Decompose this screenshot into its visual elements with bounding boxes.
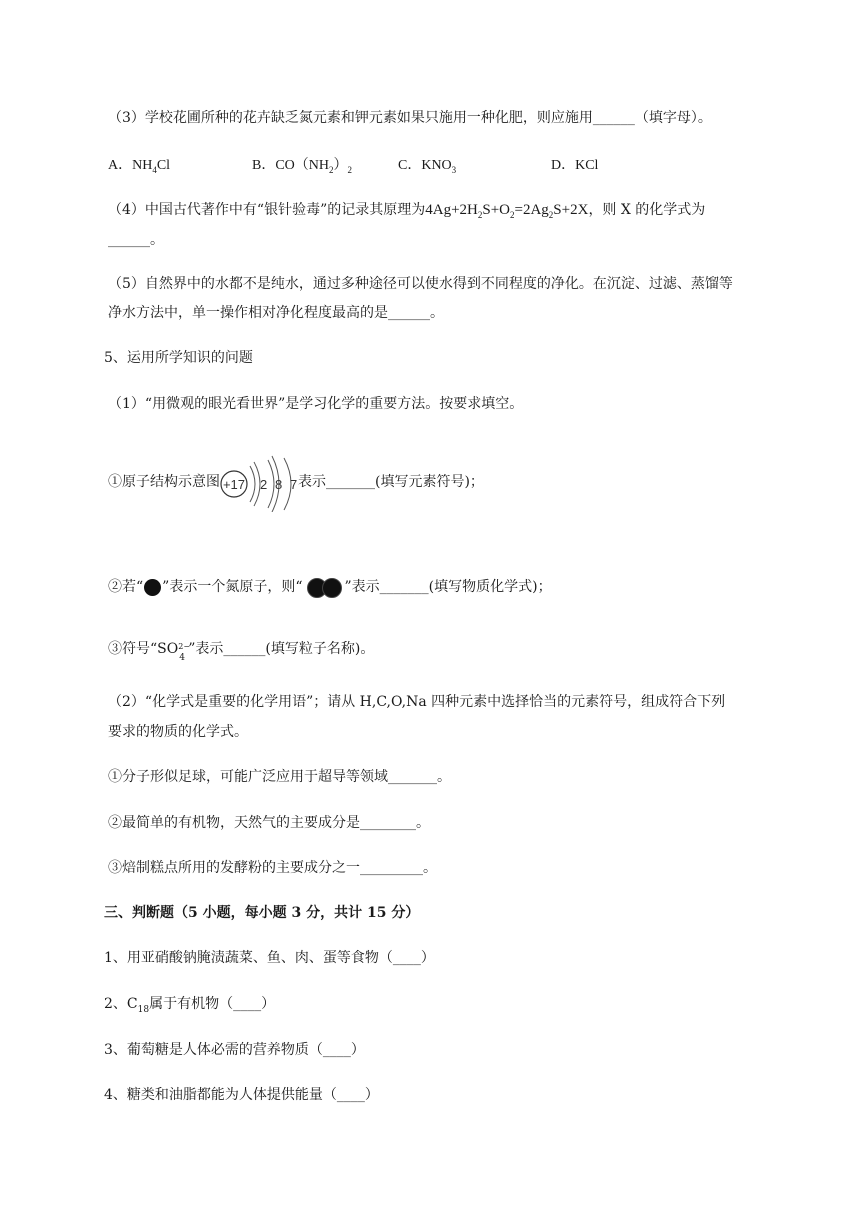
atom-structure-line: ①原子结构示意图 +17 2 8 7 表示_______(填写元素符号)； [108, 452, 484, 512]
sulfate-question-line: ③符号“SO 2− 4 ”表示______(填写粒子名称)。 [108, 641, 375, 663]
question-5-part2-line1: （2）“化学式是重要的化学用语”；请从 H,C,O,Na 四种元素中选择恰当的元素符号，组成符合下列 [108, 694, 726, 710]
nitrogen-molecule-icon [307, 578, 341, 596]
reaction-equation: $4Ag+2H_2S+O_2=2Ag_2S+2X$ [425, 202, 589, 220]
question-5-part2-line2: 要求的物质的化学式。 [108, 724, 248, 740]
question-4-5-line1: （5）自然界中的水都不是纯水，通过多种途径可以使水得到不同程度的净化。在沉淀、过滤、蒸馏等 [108, 276, 733, 292]
question-5-item2: ②最简单的有机物，天然气的主要成分是________。 [108, 815, 430, 831]
option-d: D．KCl [551, 158, 599, 173]
judgement-item-4: 4、糖类和油脂都能为人体提供能量（____） [104, 1087, 379, 1103]
nucleus-label: +17 [222, 477, 246, 492]
option-a: A．$NH_4Cl$ [108, 158, 171, 175]
judgement-item-3: 3、葡萄糖是人体必需的营养物质（____） [104, 1042, 365, 1058]
nitrogen-question-line: ②若“ ”表示一个氮原子，则“ ”表示_______(填写物质化学式)； [108, 577, 552, 597]
question-4-4: （4）中国古代著作中有“银针验毒”的记录其原理为$4Ag+2H_2S+O_2=2Ag_2S+2X$，则 X 的化学式为 [108, 202, 706, 220]
option-b: B．$CO(NH_2)_2$ [252, 158, 353, 175]
option-c: C．$KNO_3$ [398, 158, 457, 175]
section-3-title: 三、判断题（5 小题，每小题 3 分，共计 15 分） [104, 905, 420, 921]
question-5-title: 5、运用所学知识的问题 [104, 350, 253, 366]
shell-3-electrons: 7 [290, 477, 298, 492]
shell-2-electrons: 8 [275, 477, 283, 492]
question-5-part1: （1）“用微观的眼光看世界”是学习化学的重要方法。按要求填空。 [108, 396, 524, 412]
question-5-item1: ①分子形似足球，可能广泛应用于超导等领域_______。 [108, 769, 451, 785]
judgement-item-1: 1、用亚硝酸钠腌渍蔬菜、鱼、肉、蛋等食物（____） [104, 950, 435, 966]
question-4-4-blank: ______。 [108, 232, 164, 248]
nitrogen-atom-icon [144, 579, 161, 596]
shell-1-electrons: 2 [260, 477, 268, 492]
question-4-3: （3）学校花圃所种的花卉缺乏氮元素和钾元素如果只施用一种化肥，则应施用______（填字母）。 [108, 110, 712, 126]
question-5-item3: ③焙制糕点所用的发酵粉的主要成分之一_________。 [108, 860, 437, 876]
judgement-item-2: 2、$C_{18}$属于有机物（____） [104, 996, 276, 1015]
question-4-5-line2: 净水方法中，单一操作相对净化程度最高的是______。 [108, 305, 444, 321]
atom-structure-diagram [220, 452, 298, 512]
